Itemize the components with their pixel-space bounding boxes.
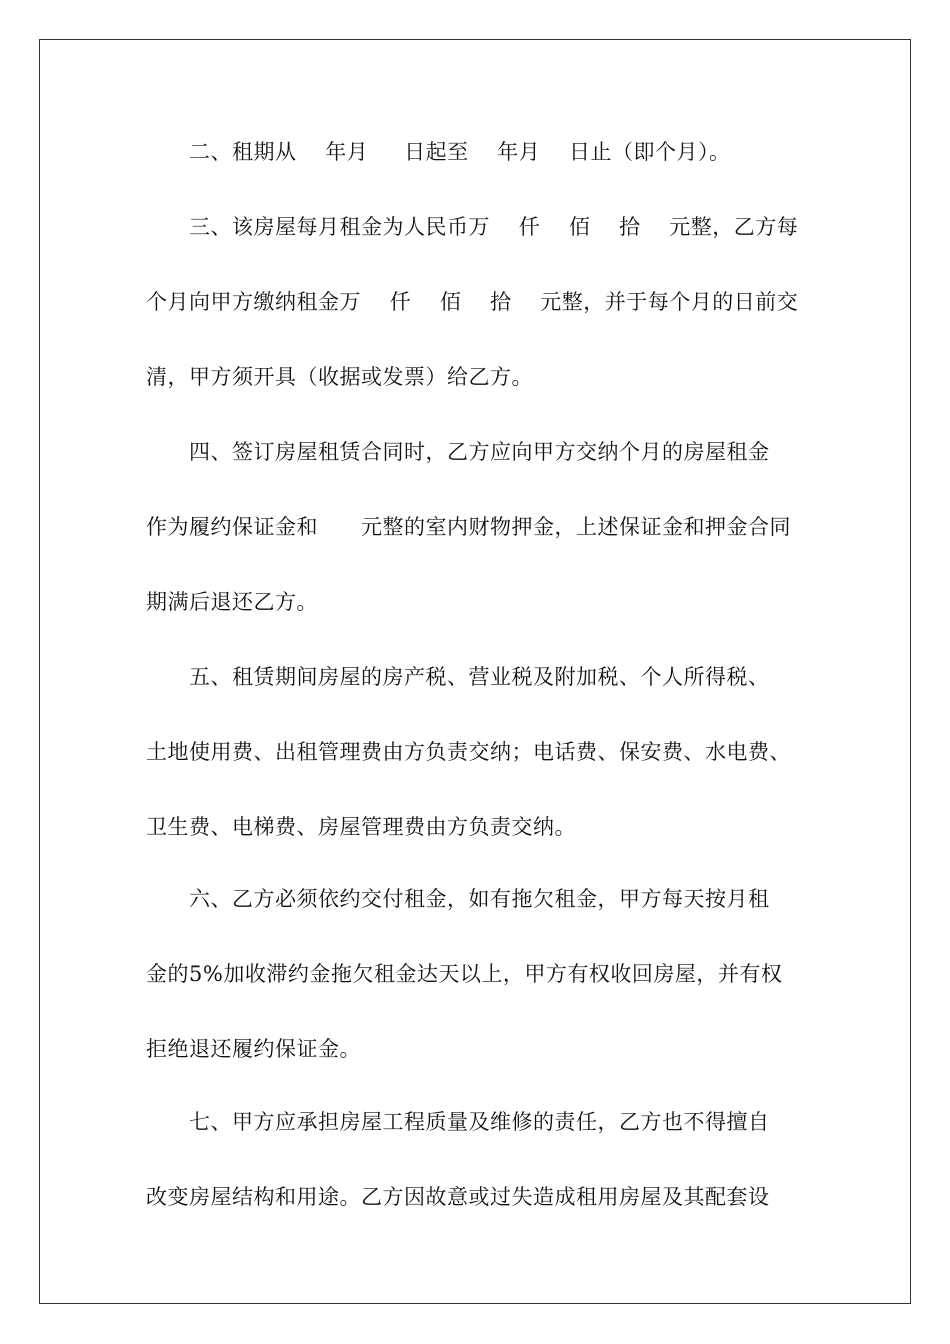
clause-6-line-1: 六、乙方必须依约交付租金，如有拖欠租金，甲方每天按月租	[189, 887, 770, 911]
clause-6-line-2: 金的5%加收滞约金拖欠租金达天以上，甲方有权收回房屋，并有权	[146, 962, 783, 986]
clause-5-line-1: 五、租赁期间房屋的房产税、营业税及附加税、个人所得税、	[189, 665, 770, 689]
clause-2-line-1: 二、租期从 年月 日起至 年月 日止（即个月）。	[189, 140, 731, 164]
clause-7-line-2: 改变房屋结构和用途。乙方因故意或过失造成租用房屋及其配套设	[146, 1185, 770, 1209]
clause-7-line-1: 七、甲方应承担房屋工程质量及维修的责任，乙方也不得擅自	[189, 1110, 770, 1134]
clause-5-line-2: 土地使用费、出租管理费由方负责交纳；电话费、保安费、水电费、	[146, 740, 791, 764]
clause-6-line-3: 拒绝退还履约保证金。	[146, 1037, 361, 1061]
clause-4-line-2: 作为履约保证金和 元整的室内财物押金，上述保证金和押金合同	[146, 515, 792, 539]
clause-3-line-2: 个月向甲方缴纳租金万 仟 佰 拾 元整，并于每个月的日前交	[146, 290, 799, 314]
clause-4-line-3: 期满后退还乙方。	[146, 590, 318, 614]
clause-3-line-3: 清，甲方须开具（收据或发票）给乙方。	[146, 365, 533, 389]
clause-3-line-1: 三、该房屋每月租金为人民币万 仟 佰 拾 元整，乙方每	[189, 215, 799, 239]
clause-5-line-3: 卫生费、电梯费、房屋管理费由方负责交纳。	[146, 815, 576, 839]
clause-4-line-1: 四、签订房屋租赁合同时，乙方应向甲方交纳个月的房屋租金	[189, 440, 770, 464]
